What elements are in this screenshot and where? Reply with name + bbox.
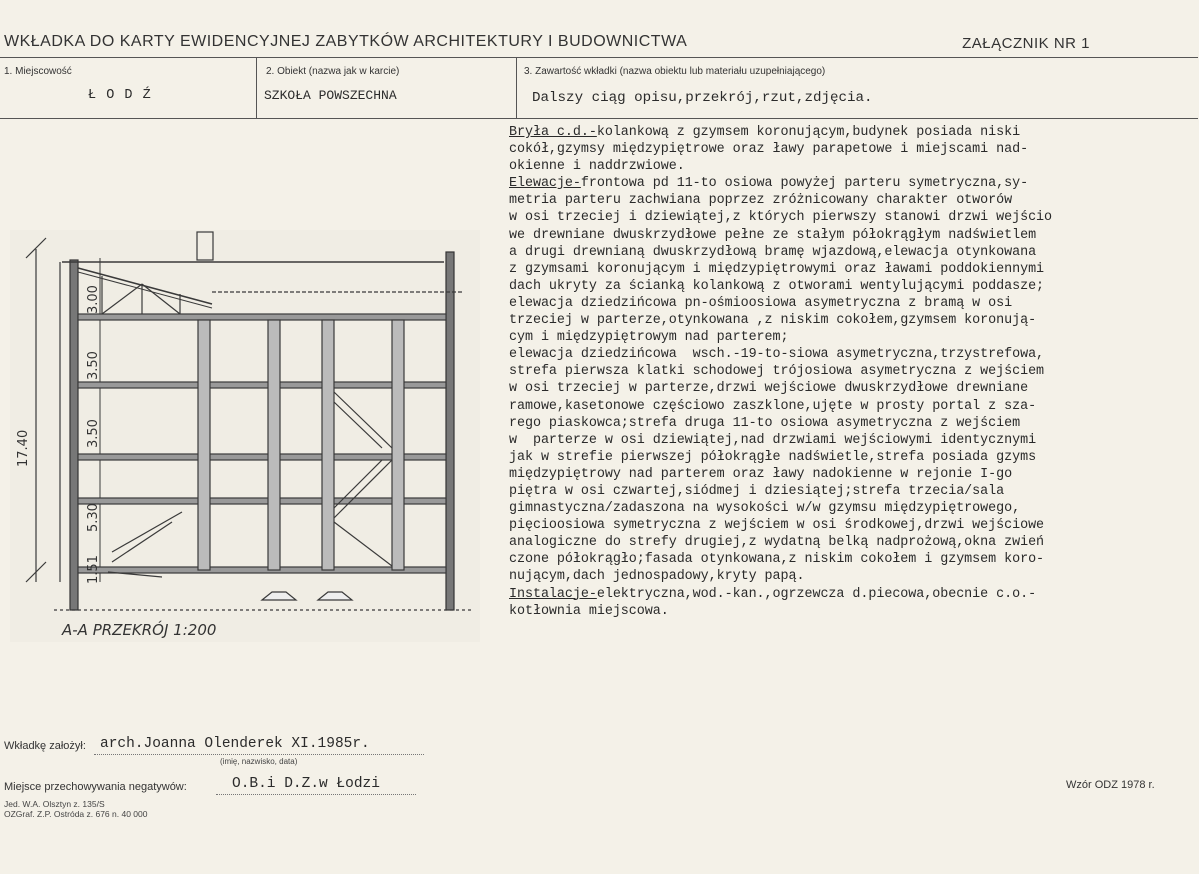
description-text-run: cokół,gzymsy międzypiętrowe oraz ławy parapetowe i miejscami nad-: [509, 142, 1029, 158]
made-by-value: arch.Joanna Olenderek XI.1985r.: [100, 736, 370, 752]
print-line-2: OZGraf. Z.P. Ostróda z. 676 n. 40 000: [4, 809, 148, 819]
dim-floor-5: 1.51: [86, 555, 101, 584]
field-divider-1: [256, 58, 257, 118]
description-text-run: we drewniane dwuskrzydłowe pełne ze stałym półokrągłym nadświetlem: [509, 227, 1037, 243]
content-value: Dalszy ciąg opisu,przekrój,rzut,zdjęcia.: [532, 90, 873, 106]
description-line: [509, 175, 1199, 192]
description-text-run: dach ukryty za ścianką kolankową z otworami wentylującymi poddasze;: [509, 278, 1045, 294]
description-text-run: międzypiętrowy nad parterem oraz ławy nadokienne w rejonie I-go: [509, 466, 1013, 482]
dim-floor-2: 3.50: [86, 351, 101, 380]
description-text-run: w parterze w osi dziewiątej,nad drzwiami wejściowymi identycznymi: [509, 432, 1037, 448]
description-line: [509, 586, 1199, 603]
print-line-1: Jed. W.A. Olsztyn z. 135/S: [4, 799, 105, 809]
description-text-run: nującym,dach jednospadowy,kryty papą.: [509, 569, 805, 585]
description-line: [509, 380, 1199, 397]
description-text-run: a drugi drewnianą dwuskrzydłową bramę wjazdową,elewacja otynkowana: [509, 244, 1037, 260]
description-line: [509, 329, 1199, 346]
made-by-label: Wkładkę założył:: [4, 740, 86, 752]
description-line: [509, 244, 1199, 261]
description-text-run: ramowe,kasetonowe częściowo zaszklone,ujęte w prosty portal z sza-: [509, 398, 1037, 414]
description-text-run: kolankową z gzymsem koronującym,budynek posiada niski: [596, 125, 1021, 140]
description-text-run: z gzymsami koronującym i międzypiętrowymi oraz ławami poddokiennymi: [509, 261, 1045, 277]
description-text-run: kotłownia miejscowa.: [509, 603, 669, 619]
description-line: [509, 603, 1199, 620]
description-text: [509, 124, 1199, 620]
description-text-run: w osi trzeciej w parterze,drzwi wejściowe dwuskrzydłowe drewniane: [509, 381, 1029, 397]
storage-label: Miejsce przechowywania negatywów:: [4, 781, 187, 793]
made-by-hint: (imię, nazwisko, data): [220, 757, 298, 766]
locality-value: Ł O D Ź: [88, 88, 152, 103]
description-line: [509, 551, 1199, 568]
object-label: 2. Obiekt (nazwa jak w karcie): [266, 66, 400, 77]
description-line: [509, 227, 1199, 244]
dim-floor-1: 3.00: [86, 285, 101, 314]
dim-floor-3: 3.50: [86, 419, 101, 448]
content-label: 3. Zawartość wkładki (nazwa obiektu lub materiału uzupełniającego): [524, 66, 826, 77]
description-text-run: w osi trzeciej i dziewiątej,z których pierwszy stanowi drzwi wejścio: [509, 210, 1053, 226]
description-line: [509, 312, 1199, 329]
description-line: [509, 278, 1199, 295]
annex-number: ZAŁĄCZNIK NR 1: [962, 35, 1090, 52]
description-line: [509, 432, 1199, 449]
description-text-run: piętra w osi czwartej,siódmej i dziesiątej;strefa trzecia/sala: [509, 483, 1005, 499]
description-text-run: strefa pierwsza klatki schodowej trójosiowa asymetryczna z wejściem: [509, 364, 1045, 380]
description-line: [509, 363, 1199, 380]
description-text-run: okienne i naddrzwiowe.: [509, 159, 685, 175]
section-heading: Instalacje-: [509, 586, 597, 602]
made-by-dots: [94, 754, 424, 755]
description-line: [509, 568, 1199, 585]
description-line: [509, 398, 1199, 415]
card-title: WKŁADKA DO KARTY EWIDENCYJNEJ ZABYTKÓW ARCHITEKTURY I BUDOWNICTWA: [4, 33, 688, 50]
description-text-run: rego piaskowca;strefa druga 11-to osiowa asymetryczna z wejściem: [509, 415, 1021, 431]
description-text-run: elewacja dziedzińcowa wsch.-19-to-siowa asymetryczna,trzystrefowa,: [509, 347, 1045, 363]
field-divider-2: [516, 58, 517, 118]
description-line: [509, 192, 1199, 209]
object-value: SZKOŁA POWSZECHNA: [264, 88, 397, 103]
description-line: [509, 261, 1199, 278]
form-pattern: Wzór ODZ 1978 r.: [1066, 779, 1155, 791]
description-line: [509, 415, 1199, 432]
fields-rule: [0, 118, 1198, 119]
description-text-run: elektryczna,wod.-kan.,ogrzewcza d.piecowa,obecnie c.o.-: [596, 586, 1037, 602]
locality-label: 1. Miejscowość: [4, 66, 72, 77]
description-line: [509, 209, 1199, 226]
storage-dots: [216, 794, 416, 795]
description-line: [509, 517, 1199, 534]
description-text-run: trzeciej w parterze,otynkowana ,z niskim cokołem,gzymsem koronują-: [509, 313, 1037, 329]
description-text-run: analogiczne do strefy drugiej,z wydatną belką nadprożową,okna zwień: [509, 535, 1045, 551]
dim-floor-4: 5.30: [86, 503, 101, 532]
section-heading: Elewacje-: [509, 176, 581, 192]
description-text-run: cym i międzypiętrowym nad parterem;: [509, 330, 789, 346]
dim-total: 17.40: [16, 429, 31, 467]
header-rule: [0, 57, 1198, 58]
description-line: [509, 346, 1199, 363]
cross-section-drawing: [16, 222, 492, 642]
description-text-run: elewacja dziedzińcowa pn-ośmioosiowa asymetryczna z bramą w osi: [509, 295, 1013, 311]
description-line: [509, 466, 1199, 483]
section-heading: Bryła c.d.-: [509, 125, 597, 140]
description-text-run: metria parteru zachwiana poprzez zróżnicowany charakter otworów: [509, 193, 1013, 209]
description-text-run: pięcioosiowa symetryczna z wejściem w osi środkowej,drzwi wejściowe: [509, 518, 1045, 534]
description-line: [509, 158, 1199, 175]
description-text-run: jak w strefie pierwszej półokrągłe nadświetle,strefa posiada gzyms: [509, 449, 1037, 465]
description-line: [509, 124, 1199, 141]
description-text-run: frontowa pd 11-to osiowa powyżej parteru symetryczna,sy-: [580, 176, 1029, 192]
description-line: [509, 295, 1199, 312]
drawing-caption: A-A PRZEKRÓJ 1:200: [62, 621, 217, 639]
description-line: [509, 500, 1199, 517]
storage-value: O.B.i D.Z.w Łodzi: [232, 776, 380, 792]
description-line: [509, 141, 1199, 158]
description-text-run: czone półokrągło;fasada otynkowana,z niskim cokołem i gzymsem koro-: [509, 552, 1045, 568]
description-text-run: gimnastyczna/zadaszona na wysokości w/w gzymsu międzypiętrowego,: [509, 501, 1021, 517]
description-line: [509, 483, 1199, 500]
description-line: [509, 534, 1199, 551]
description-line: [509, 449, 1199, 466]
